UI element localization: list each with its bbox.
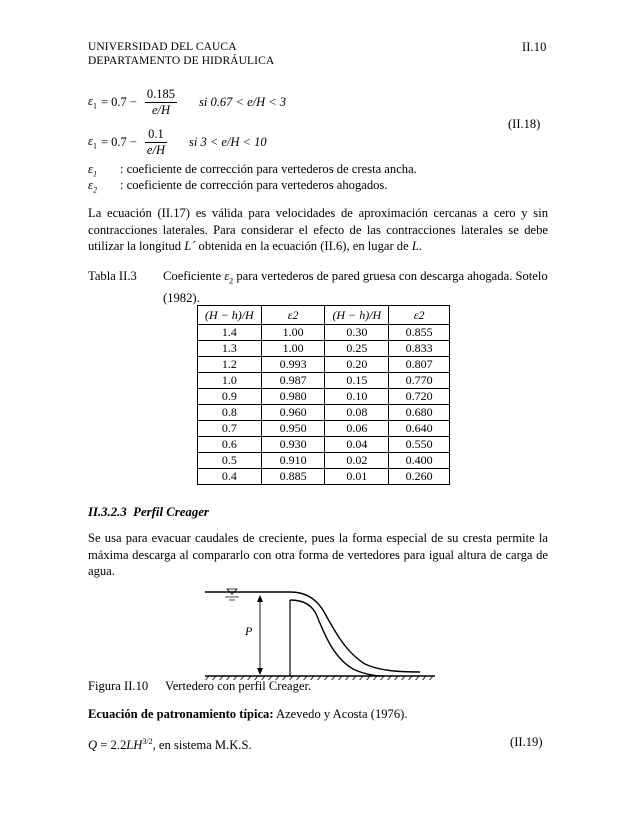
table-cell: 0.30	[325, 325, 389, 341]
page-number: II.10	[522, 40, 547, 54]
table-row	[198, 437, 450, 453]
paragraph-1: La ecuación (II.17) es válida para velocidades de aproximación cercanas a cero y sin contracciones laterales. Para considerar el efecto de las contracciones laterales se debe utilizar la longitud L´ obtenida en la ecuación (II.6), en lugar de L.	[88, 206, 548, 253]
figure-caption-label: Figura II.10	[88, 679, 149, 693]
table-header-row	[198, 306, 450, 325]
table-row	[198, 357, 450, 373]
table-caption-label: Tabla II.3	[88, 269, 137, 283]
table-cell: 0.02	[325, 453, 389, 469]
table-row	[198, 325, 450, 341]
table-row	[198, 453, 450, 469]
weir-profile-curve	[290, 600, 383, 676]
table-row	[198, 389, 450, 405]
table-cell: 1.00	[261, 341, 325, 357]
equation-number-ii19: (II.19)	[510, 735, 543, 749]
header-cell: ε2	[261, 306, 325, 325]
fraction-2: $\frac{0.1}{e/H}$	[146, 126, 165, 157]
table-cell: 0.6	[198, 437, 262, 453]
table-cell: 0.9	[198, 389, 262, 405]
header-department: DEPARTAMENTO DE HIDRÁULICA	[88, 55, 275, 67]
section-heading: II.3.2.3 Perfil Creager	[88, 505, 209, 519]
header-cell: (H − h)/H	[198, 306, 262, 325]
table-cell: 1.00	[261, 325, 325, 341]
typical-equation-line: Ecuación de patronamiento típica: Azevedo y Acosta (1976).	[88, 707, 408, 721]
table-cell: 0.640	[389, 421, 450, 437]
header-cell: (H − h)/H	[325, 306, 389, 325]
table-cell: 0.01	[325, 469, 389, 485]
table-cell: 0.260	[389, 469, 450, 485]
header-university: UNIVERSIDAD DEL CAUCA	[88, 41, 237, 53]
table-cell: 0.15	[325, 373, 389, 389]
nappe-upper-curve	[290, 592, 420, 672]
table-cell: 0.06	[325, 421, 389, 437]
creager-weir-figure	[205, 580, 455, 680]
table-row	[198, 405, 450, 421]
table-cell: 0.960	[261, 405, 325, 421]
equation-number-ii18: (II.18)	[508, 117, 541, 131]
table-cell: 0.807	[389, 357, 450, 373]
equation-ii19: $Q = 2.2LH^{3/2}$, en sistema M.K.S.	[88, 737, 252, 753]
table-row	[198, 469, 450, 485]
table-cell: 0.833	[389, 341, 450, 357]
table-row	[198, 421, 450, 437]
equation-1: $\varepsilon_1$ = 0.7 − $\frac{0.185}{e/H}$ si 0.67 < e/H < 3	[88, 86, 287, 117]
table-cell: 0.08	[325, 405, 389, 421]
table-cell: 1.0	[198, 373, 262, 389]
table-cell: 0.910	[261, 453, 325, 469]
table-cell: 0.855	[389, 325, 450, 341]
figure-caption-text: Vertedero con perfil Creager.	[165, 679, 312, 693]
table-cell: 0.20	[325, 357, 389, 373]
table-caption-text: Coeficiente $\varepsilon_2$ para vertederos de pared gruesa con descarga ahogada. Sotelo (1982).	[163, 269, 548, 306]
arrow-head-top	[257, 595, 263, 602]
table-cell: 0.720	[389, 389, 450, 405]
table-cell: 0.993	[261, 357, 325, 373]
header-cell: ε2	[389, 306, 450, 325]
table-cell: 0.400	[389, 453, 450, 469]
table-cell: 0.980	[261, 389, 325, 405]
table-cell: 0.950	[261, 421, 325, 437]
epsilon-symbol: ε	[88, 93, 93, 108]
table-cell: 1.3	[198, 341, 262, 357]
condition-1: si 0.67 < e/H < 3	[199, 94, 287, 109]
table-cell: 1.4	[198, 325, 262, 341]
table-row	[198, 373, 450, 389]
height-label-p: P	[245, 624, 253, 638]
fraction-1: $\frac{0.185}{e/H}$	[146, 86, 176, 117]
table-cell: 0.7	[198, 421, 262, 437]
definition-e1: $\varepsilon_1$ : coeficiente de corrección para vertederos de cresta ancha.	[88, 162, 417, 179]
arrow-head-bottom	[257, 668, 263, 675]
table-cell: 1.2	[198, 357, 262, 373]
table-cell: 0.885	[261, 469, 325, 485]
table-cell: 0.25	[325, 341, 389, 357]
condition-2: si 3 < e/H < 10	[188, 134, 267, 149]
table-cell: 0.930	[261, 437, 325, 453]
paragraph-2: Se usa para evacuar caudales de creciente, pues la forma especial de su cresta permite la máxima descarga al compararlo con otra forma de vertedores para igual altura de carga de agua.	[88, 531, 548, 578]
table-cell: 0.987	[261, 373, 325, 389]
table-cell: 0.4	[198, 469, 262, 485]
table-cell: 0.5	[198, 453, 262, 469]
equation-2: $\varepsilon_1$ = 0.7 − $\frac{0.1}{e/H}$ si 3 < e/H < 10	[88, 126, 267, 157]
table-row	[198, 341, 450, 357]
table-cell: 0.550	[389, 437, 450, 453]
table-cell: 0.8	[198, 405, 262, 421]
table-cell: 0.04	[325, 437, 389, 453]
table-cell: 0.770	[389, 373, 450, 389]
epsilon2-table	[197, 305, 450, 485]
table-cell: 0.680	[389, 405, 450, 421]
definition-e2: $\varepsilon_2$ : coeficiente de corrección para vertederos ahogados.	[88, 178, 388, 195]
table-cell: 0.10	[325, 389, 389, 405]
